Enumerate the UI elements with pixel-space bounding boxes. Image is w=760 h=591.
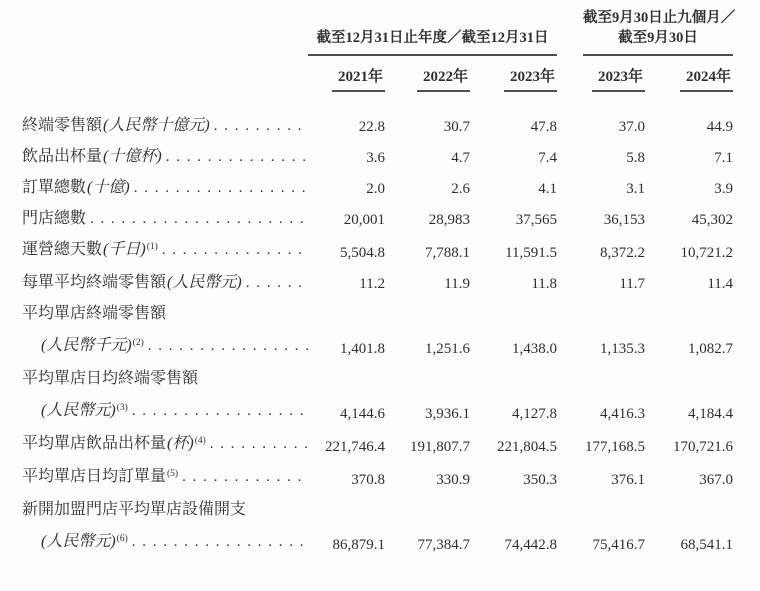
key-operating-metrics-table [22, 8, 736, 560]
year-header-row [22, 56, 733, 92]
dot-leader [210, 434, 308, 454]
metric-value: 3.9 [714, 181, 734, 197]
metric-value: 221,804.5 [497, 439, 558, 455]
metric-value: 5.8 [626, 150, 646, 166]
metric-label-cell [22, 429, 308, 462]
metric-value: 221,746.4 [325, 439, 385, 455]
metric-value: 4,144.6 [340, 406, 385, 422]
metric-value: 77,384.7 [417, 537, 470, 553]
annual-period-group-header [308, 8, 557, 56]
metric-value: 11.2 [359, 276, 385, 292]
metric-label: 每單平均終端零售額 [22, 274, 167, 291]
dot-leader [166, 147, 308, 167]
interim-period-title-line1: 截至9月30日止九個月／ [583, 10, 736, 26]
metric-label-line1 [22, 369, 308, 389]
annual-period-group-title: 截至12月31日止年度／截至12月31日 [308, 28, 557, 56]
metric-value: 1,401.8 [340, 341, 385, 357]
dot-leader [162, 240, 308, 260]
column-gap [557, 204, 571, 235]
column-gap [557, 235, 571, 268]
metric-value: 4,416.3 [600, 406, 646, 422]
label-column-header [22, 56, 308, 92]
metric-value: 45,302 [691, 212, 734, 228]
column-gap [557, 142, 571, 173]
metric-value: 170,721.6 [673, 439, 734, 455]
metric-label-cell [22, 235, 308, 268]
dot-leader [182, 467, 308, 487]
metric-value: 8,372.2 [600, 245, 646, 261]
metric-label-line2 [22, 532, 308, 554]
metric-label: 飲品出杯量 [22, 148, 103, 165]
column-gap [557, 173, 571, 204]
metric-row [22, 268, 733, 299]
metric-value: 30.7 [443, 119, 470, 135]
metric-value: 370.8 [351, 472, 385, 488]
dot-leader [214, 116, 308, 136]
metric-unit: (人民幣元) [167, 274, 242, 291]
dot-leader [90, 209, 308, 229]
metric-value: 4.7 [451, 150, 470, 166]
metric-value: 7,788.1 [425, 245, 470, 261]
table-header [22, 8, 736, 92]
year-column-header [571, 56, 645, 92]
metric-value: 75,416.7 [592, 537, 646, 553]
metric-value: 330.9 [436, 472, 470, 488]
metric-unit: (十億杯) [103, 148, 162, 165]
metric-value: 3.1 [626, 181, 646, 197]
footnote-ref: (4) [194, 436, 206, 446]
metric-value: 350.3 [523, 472, 558, 488]
metric-value: 376.1 [611, 472, 646, 488]
metric-row [22, 92, 733, 142]
metric-label-cell [22, 299, 308, 364]
metric-unit: (十億) [87, 179, 130, 196]
metric-value: 3,936.1 [425, 406, 470, 422]
year-label: 2024年 [680, 65, 733, 92]
label-column-header [22, 8, 308, 56]
interim-period-group-header [571, 8, 736, 56]
metric-label-line1 [22, 467, 308, 489]
metric-label-line2 [22, 336, 308, 358]
metric-unit: (人民幣元) [41, 533, 116, 550]
metric-unit: (千日) [103, 241, 146, 258]
column-gap [557, 268, 571, 299]
metric-label-cell [22, 495, 308, 560]
metric-row [22, 299, 733, 364]
column-gap [557, 429, 571, 462]
year-label: 2023年 [504, 65, 557, 92]
metric-label-line1 [22, 240, 308, 262]
footnote-ref: (2) [132, 338, 144, 348]
footnote-ref: (6) [116, 534, 128, 544]
metric-label: 新開加盟門店平均單店設備開支 [22, 501, 247, 518]
metric-label-line1 [22, 209, 308, 229]
metric-label: 訂單總數 [22, 179, 87, 196]
metric-value: 37,565 [515, 212, 558, 228]
metric-value: 2.6 [451, 181, 470, 197]
metric-value: 3.6 [366, 150, 385, 166]
metric-value: 68,541.1 [680, 537, 734, 553]
metric-label-cell [22, 462, 308, 495]
metric-label: 平均單店日均終端零售額 [22, 370, 199, 387]
column-gap [557, 56, 571, 92]
metric-unit: (人民幣千元) [41, 337, 132, 354]
footnote-ref: (1) [146, 242, 158, 252]
metric-label-cell [22, 92, 308, 142]
interim-period-group-title [583, 8, 736, 56]
metric-unit: (人民幣十億元) [103, 117, 210, 134]
year-column-header [645, 56, 733, 92]
metric-value: 1,251.6 [425, 341, 470, 357]
metric-value: 10,721.2 [680, 245, 734, 261]
dot-leader [148, 336, 308, 356]
year-column-header [308, 56, 385, 92]
metric-label-line1 [22, 147, 308, 167]
metric-label-cell [22, 142, 308, 173]
metric-value: 367.0 [699, 472, 734, 488]
metric-label: 終端零售額 [22, 117, 103, 134]
metric-label-line1 [22, 116, 308, 136]
footnote-ref: (5) [167, 469, 179, 479]
metric-label-line2 [22, 401, 308, 423]
metric-label-line1 [22, 500, 308, 520]
interim-period-title-line2: 截至9月30日 [618, 30, 698, 46]
year-label: 2022年 [417, 65, 470, 92]
metric-label: 平均單店日均訂單量 [22, 468, 167, 485]
year-label: 2023年 [592, 65, 645, 92]
table-body [22, 92, 733, 560]
metric-label: 平均單店終端零售額 [22, 305, 167, 322]
metric-unit: (杯) [167, 435, 194, 452]
column-gap [557, 364, 571, 429]
metric-value: 1,135.3 [600, 341, 646, 357]
metric-value: 20,001 [343, 212, 385, 228]
metric-label-line1 [22, 273, 308, 293]
metric-value: 22.8 [358, 119, 385, 135]
metric-label-line1 [22, 304, 308, 324]
metric-value: 7.4 [538, 150, 558, 166]
metric-value: 11.4 [707, 276, 734, 292]
metric-value: 44.9 [706, 119, 734, 135]
metric-value: 191,807.7 [410, 439, 470, 455]
dot-leader [132, 532, 308, 552]
metric-value: 37.0 [618, 119, 646, 135]
metric-value: 2.0 [366, 181, 385, 197]
metric-row [22, 495, 733, 560]
metric-unit: (人民幣元) [41, 402, 116, 419]
metric-value: 1,082.7 [688, 341, 734, 357]
metric-value: 74,442.8 [504, 537, 558, 553]
metric-value: 11.8 [531, 276, 558, 292]
period-group-row [22, 8, 733, 56]
metric-value: 4,184.4 [688, 406, 734, 422]
column-gap [557, 92, 571, 142]
year-label: 2021年 [332, 65, 385, 92]
metric-row [22, 204, 733, 235]
metric-label-line1 [22, 178, 308, 198]
metric-value: 11,591.5 [505, 245, 558, 261]
metric-value: 177,168.5 [585, 439, 646, 455]
dot-leader [132, 401, 308, 421]
metric-value: 86,879.1 [332, 537, 385, 553]
metric-value: 47.8 [530, 119, 558, 135]
year-column-header [470, 56, 557, 92]
metric-value: 4.1 [538, 181, 558, 197]
metric-value: 4,127.8 [512, 406, 558, 422]
metric-row [22, 364, 733, 429]
metric-label-cell [22, 204, 308, 235]
metric-value: 11.9 [444, 276, 470, 292]
metric-label: 平均單店飲品出杯量 [22, 435, 167, 452]
metric-label-cell [22, 268, 308, 299]
metric-row [22, 235, 733, 268]
metric-label-cell [22, 364, 308, 429]
metric-value: 28,983 [428, 212, 470, 228]
column-gap [557, 8, 571, 56]
metric-label: 運營總天數 [22, 241, 103, 258]
year-column-header [385, 56, 470, 92]
dot-leader [246, 273, 308, 293]
metric-value: 11.7 [619, 276, 646, 292]
footnote-ref: (3) [116, 403, 128, 413]
metric-label-line1 [22, 434, 308, 456]
column-gap [557, 299, 571, 364]
metric-row [22, 173, 733, 204]
metric-row [22, 142, 733, 173]
column-gap [557, 495, 571, 560]
dot-leader [134, 178, 308, 198]
metric-value: 7.1 [714, 150, 734, 166]
column-gap [557, 462, 571, 495]
metric-row [22, 429, 733, 462]
metric-value: 1,438.0 [512, 341, 558, 357]
metric-label-cell [22, 173, 308, 204]
metric-row [22, 462, 733, 495]
metric-value: 5,504.8 [340, 245, 385, 261]
metric-value: 36,153 [603, 212, 646, 228]
metric-label: 門店總數 [22, 210, 87, 227]
